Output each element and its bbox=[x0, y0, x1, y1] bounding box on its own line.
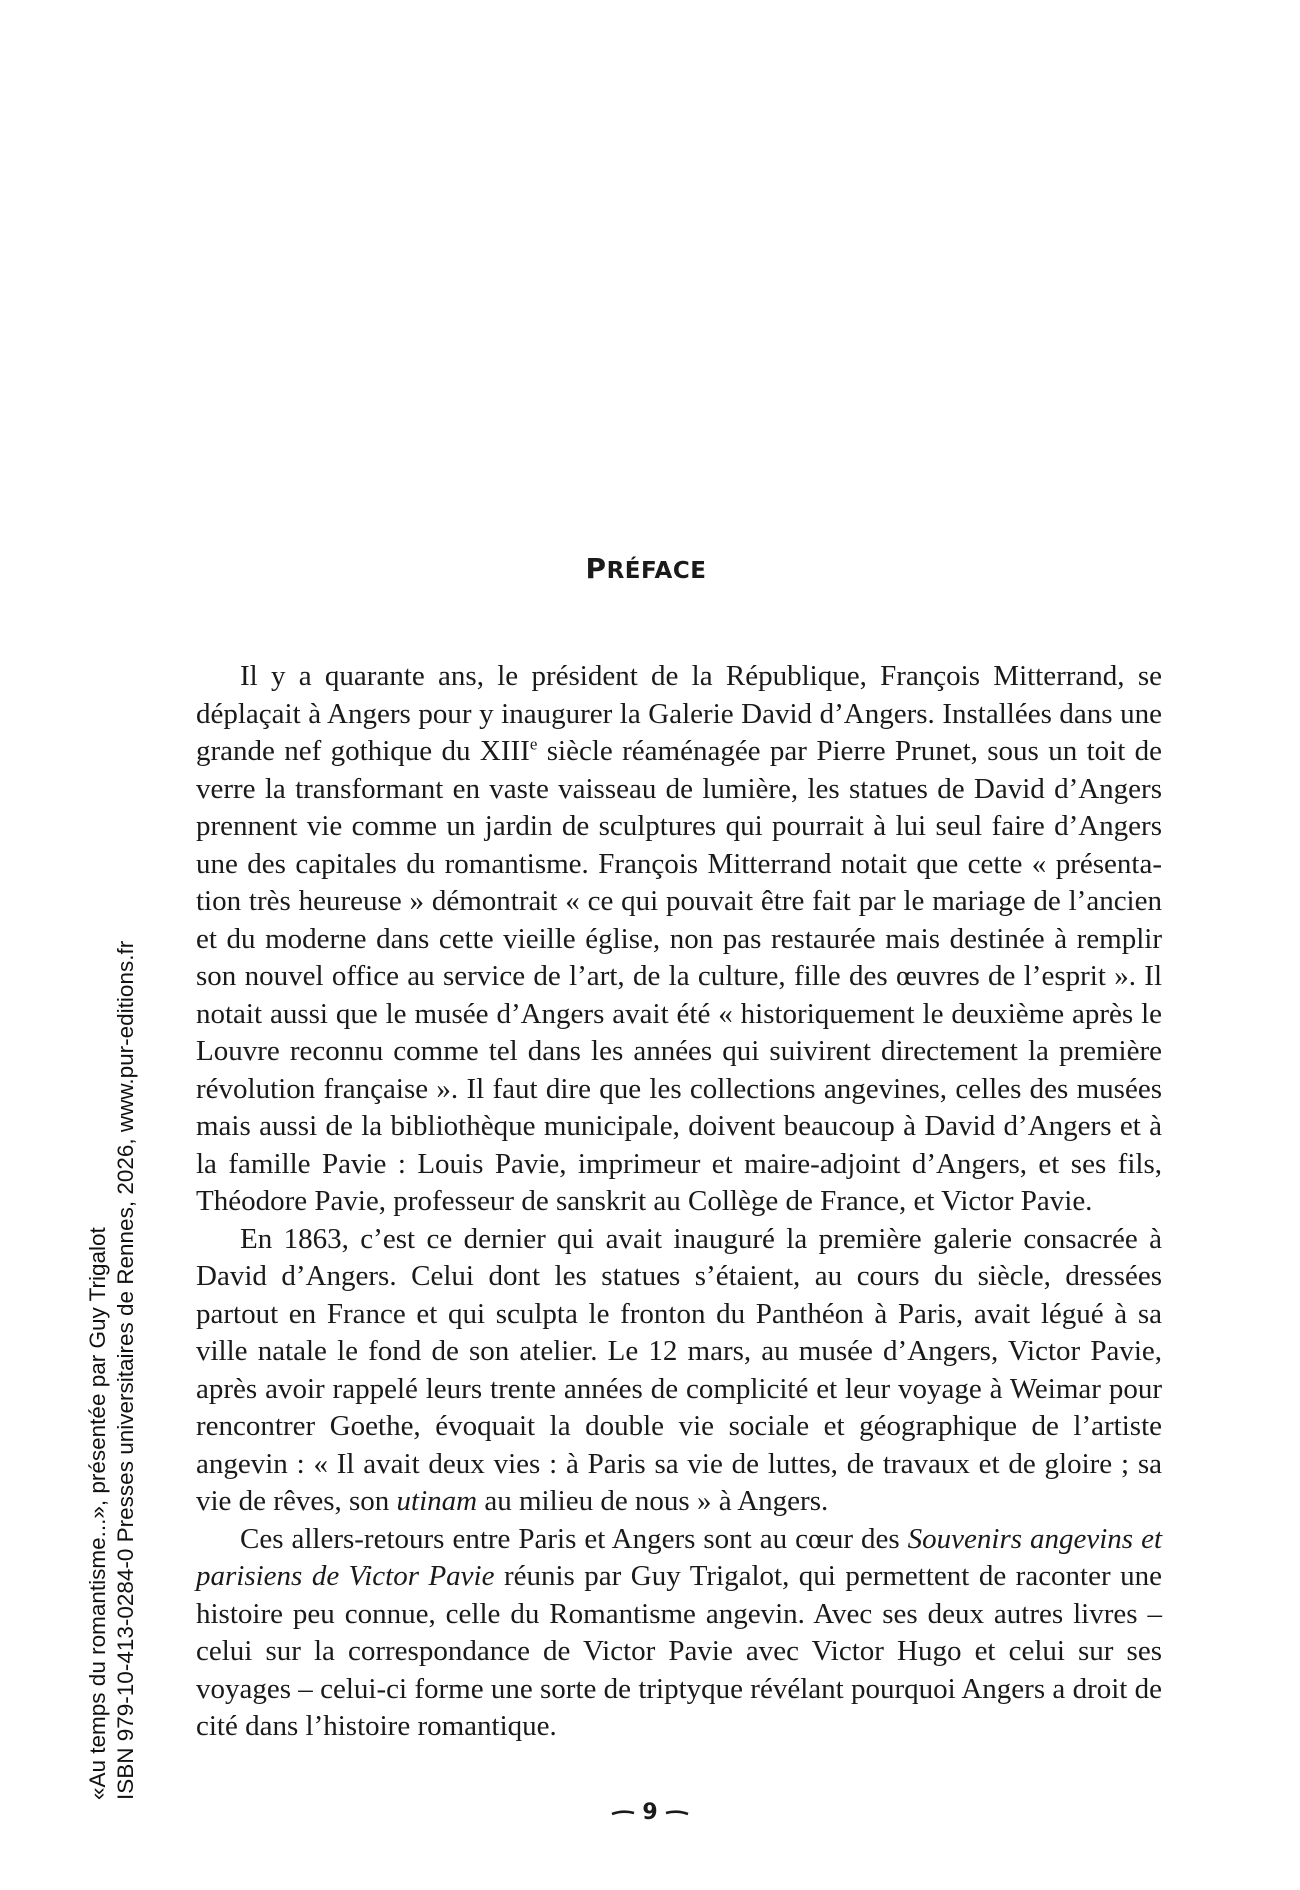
paragraph-1-text-b: siècle réaménagée par Pierre Prunet, sous un toit de verre la transformant en vaste vaisseau de lumière, les statues de David d’Angers prennent vie comme un jardin de sculptures qui pourrait à lui seul faire d’Angers une des capitales du romantisme. François Mitterrand notait que cette « présentation très heureuse » démontrait « ce qui pouvait être fait par le mariage de l’ancien et du moderne dans cette vieille église, non pas restaurée mais destinée à remplir son nouvel office au service de l’art, de la culture, fille des œuvres de l’esprit ». Il notait aussi que le musée d’Angers avait été « historiquement le deuxième après le Louvre reconnu comme tel dans les années qui suivirent directement la première révolution française ». Il faut dire que les collections angevines, celles des musées mais aussi de la bibliothèque municipale, doivent beaucoup à David d’Angers et à la famille Pavie : Louis Pavie, imprimeur et maire-adjoint d’Angers, et ses fils, Théodore Pavie, professeur de sanskrit au Collège de France, et Victor Pavie. bbox=[196, 735, 1162, 1217]
folio-left-dash-icon bbox=[611, 1808, 635, 1818]
paragraph-3-text-a: Ces allers-retours entre Paris et Angers sont au cœur des bbox=[240, 1522, 908, 1555]
page-title bbox=[196, 552, 1096, 585]
rotated-copyright-note bbox=[84, 840, 140, 1800]
paragraph-2 bbox=[196, 1221, 1162, 1521]
title-initial: P bbox=[585, 552, 607, 585]
paragraph-3-italic: Souvenirs angevins et parisiens de Victor Pavie bbox=[196, 1522, 1162, 1592]
folio-right-dash-icon bbox=[665, 1808, 689, 1818]
paragraph-1-text-a: Il y a quarante ans, le président de la République, François Mitterrand, se déplaçait à Angers pour y inaugurer la Galerie David d’Angers. Installées dans une grande nef gothique du XIII bbox=[196, 660, 1162, 767]
title-small-caps: RÉFACE bbox=[606, 558, 707, 584]
paragraph-1 bbox=[196, 658, 1162, 1221]
body-text bbox=[196, 658, 1162, 1746]
paragraph-2-text-b: au milieu de nous » à Angers. bbox=[477, 1485, 829, 1517]
paragraph-2-text-a: En 1863, c’est ce dernier qui avait inauguré la première galerie consacrée à David d’Angers. Celui dont les statues s’étaient, au cours du siècle, dressées partout en France et qui sculpta le fronton du Panthéon à Paris, avait légué à sa ville natale le fond de son atelier. Le 12 mars, au musée d’Angers, Victor Pavie, après avoir rappelé leurs trente années de complicité et leur voyage à Weimar pour rencontrer Goethe, évoquait la double vie sociale et géographique de l’artiste angevin : « Il avait deux vies : à Paris sa vie de luttes, de travaux et de gloire ; sa vie de rêves, son bbox=[196, 1222, 1162, 1517]
paragraph-3-text-b: réunis par Guy Trigalot, qui permettent de raconter une histoire peu connue, celle du Romantisme angevin. Avec ses deux autres livres – celui sur la correspondance de Victor Pavie avec Victor Hugo et celui sur ses voyages – celui-ci forme une sorte de triptyque révélant pourquoi Angers a droit de cité dans l’histoire romantique. bbox=[196, 1560, 1162, 1742]
paragraph-3 bbox=[196, 1521, 1162, 1746]
century-superscript: e bbox=[529, 734, 538, 754]
page-number-value: 9 bbox=[642, 1800, 658, 1825]
paragraph-2-italic: utinam bbox=[396, 1485, 478, 1517]
margin-note-line-2: ISBN 979-10-413-0284-0 Presses universitaires de Rennes, 2026, www.pur-editions.fr bbox=[113, 940, 138, 1800]
page-number bbox=[600, 1800, 700, 1825]
margin-note-line-1: «Au temps du romantisme...», présentée par Guy Trigalot bbox=[85, 1227, 110, 1800]
